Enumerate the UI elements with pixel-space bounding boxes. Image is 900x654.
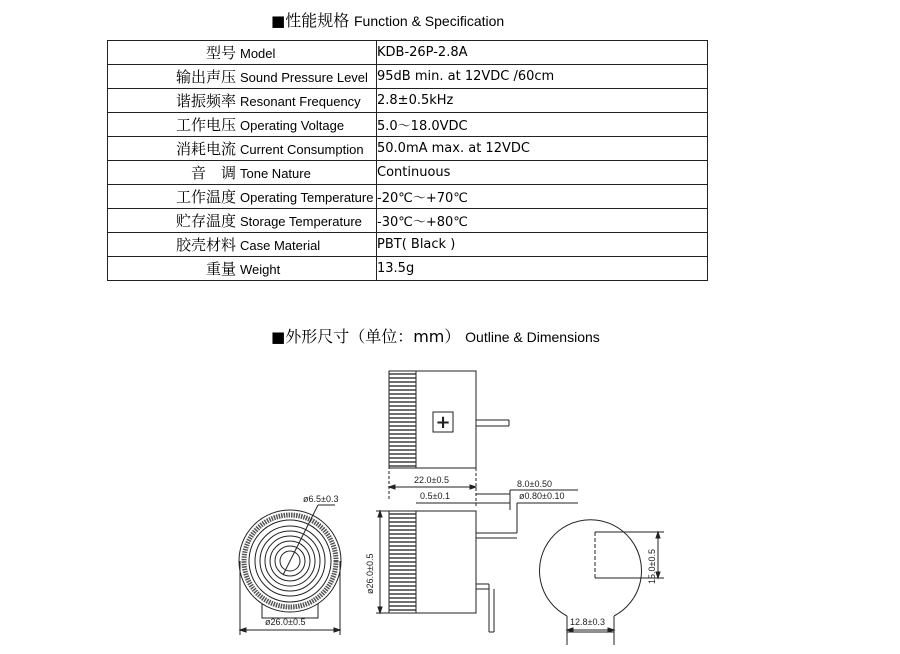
spec-label-en: Current Consumption bbox=[240, 142, 364, 157]
spec-value: 13.5g bbox=[377, 257, 708, 281]
spec-value: PBT( Black ) bbox=[377, 233, 708, 257]
dim-pin-spacing: 15.0±0.5 bbox=[647, 549, 657, 584]
spec-label-en: Storage Temperature bbox=[240, 214, 362, 229]
front-view bbox=[239, 505, 341, 635]
dim-pin-diameter: ø0.80±0.10 bbox=[519, 491, 565, 501]
spec-label-en: Sound Pressure Level bbox=[240, 70, 368, 85]
spec-value: KDB-26P-2.8A bbox=[377, 41, 708, 65]
dim-body-length: 22.0±0.5 bbox=[414, 475, 449, 485]
spec-label-en: Operating Temperature bbox=[240, 190, 374, 205]
square-bullet-icon: ■ bbox=[271, 328, 286, 346]
spec-value: 2.8±0.5kHz bbox=[377, 89, 708, 113]
spec-label-zh: 型号 bbox=[205, 44, 236, 62]
spec-value: 50.0mA max. at 12VDC bbox=[377, 137, 708, 161]
spec-label-zh: 工作电压 bbox=[175, 116, 236, 134]
dim-side-diameter: ø26.0±0.5 bbox=[365, 553, 375, 594]
spec-value: -20℃～+70℃ bbox=[377, 185, 708, 209]
dim-base-width: 12.8±0.3 bbox=[570, 617, 605, 627]
spec-label-zh: 重量 bbox=[205, 260, 236, 278]
spec-label-zh: 胶壳材料 bbox=[175, 236, 236, 254]
spec-label-zh: 输出声压 bbox=[175, 68, 236, 86]
dim-pin-offset: 0.5±0.1 bbox=[420, 491, 450, 501]
spec-heading-en: Function & Specification bbox=[353, 13, 505, 29]
plus-icon: + bbox=[435, 412, 451, 433]
spec-label-zh: 音 调 bbox=[190, 164, 236, 182]
spec-label-zh: 工作温度 bbox=[175, 188, 236, 206]
spec-label-en: Weight bbox=[240, 262, 281, 277]
spec-value: -30℃～+80℃ bbox=[377, 209, 708, 233]
spec-label-en: Resonant Frequency bbox=[240, 94, 361, 109]
dim-hole-diameter: ø6.5±0.3 bbox=[303, 494, 339, 504]
spec-label-en: Operating Voltage bbox=[240, 118, 345, 133]
spec-heading-zh: 性能规格 bbox=[285, 11, 350, 30]
square-bullet-icon: ■ bbox=[271, 12, 286, 30]
dimensions-heading-zh: 外形尺寸（单位：mm） bbox=[285, 327, 461, 346]
spec-label-en: Tone Nature bbox=[240, 166, 311, 181]
spec-label-zh: 消耗电流 bbox=[175, 140, 236, 158]
dim-pin-length: 8.0±0.50 bbox=[517, 479, 552, 489]
dim-front-diameter: ø26.0±0.5 bbox=[265, 617, 306, 627]
spec-label-zh: 贮存温度 bbox=[175, 212, 236, 230]
spec-value: Continuous bbox=[377, 161, 708, 185]
spec-value: 5.0～18.0VDC bbox=[377, 113, 708, 137]
dimensions-heading-en: Outline & Dimensions bbox=[465, 329, 600, 345]
spec-label-en: Case Material bbox=[240, 238, 321, 253]
spec-label-en: Model bbox=[240, 46, 276, 61]
spec-label-zh: 谐振频率 bbox=[175, 92, 236, 110]
spec-value: 95dB min. at 12VDC /60cm bbox=[377, 65, 708, 89]
